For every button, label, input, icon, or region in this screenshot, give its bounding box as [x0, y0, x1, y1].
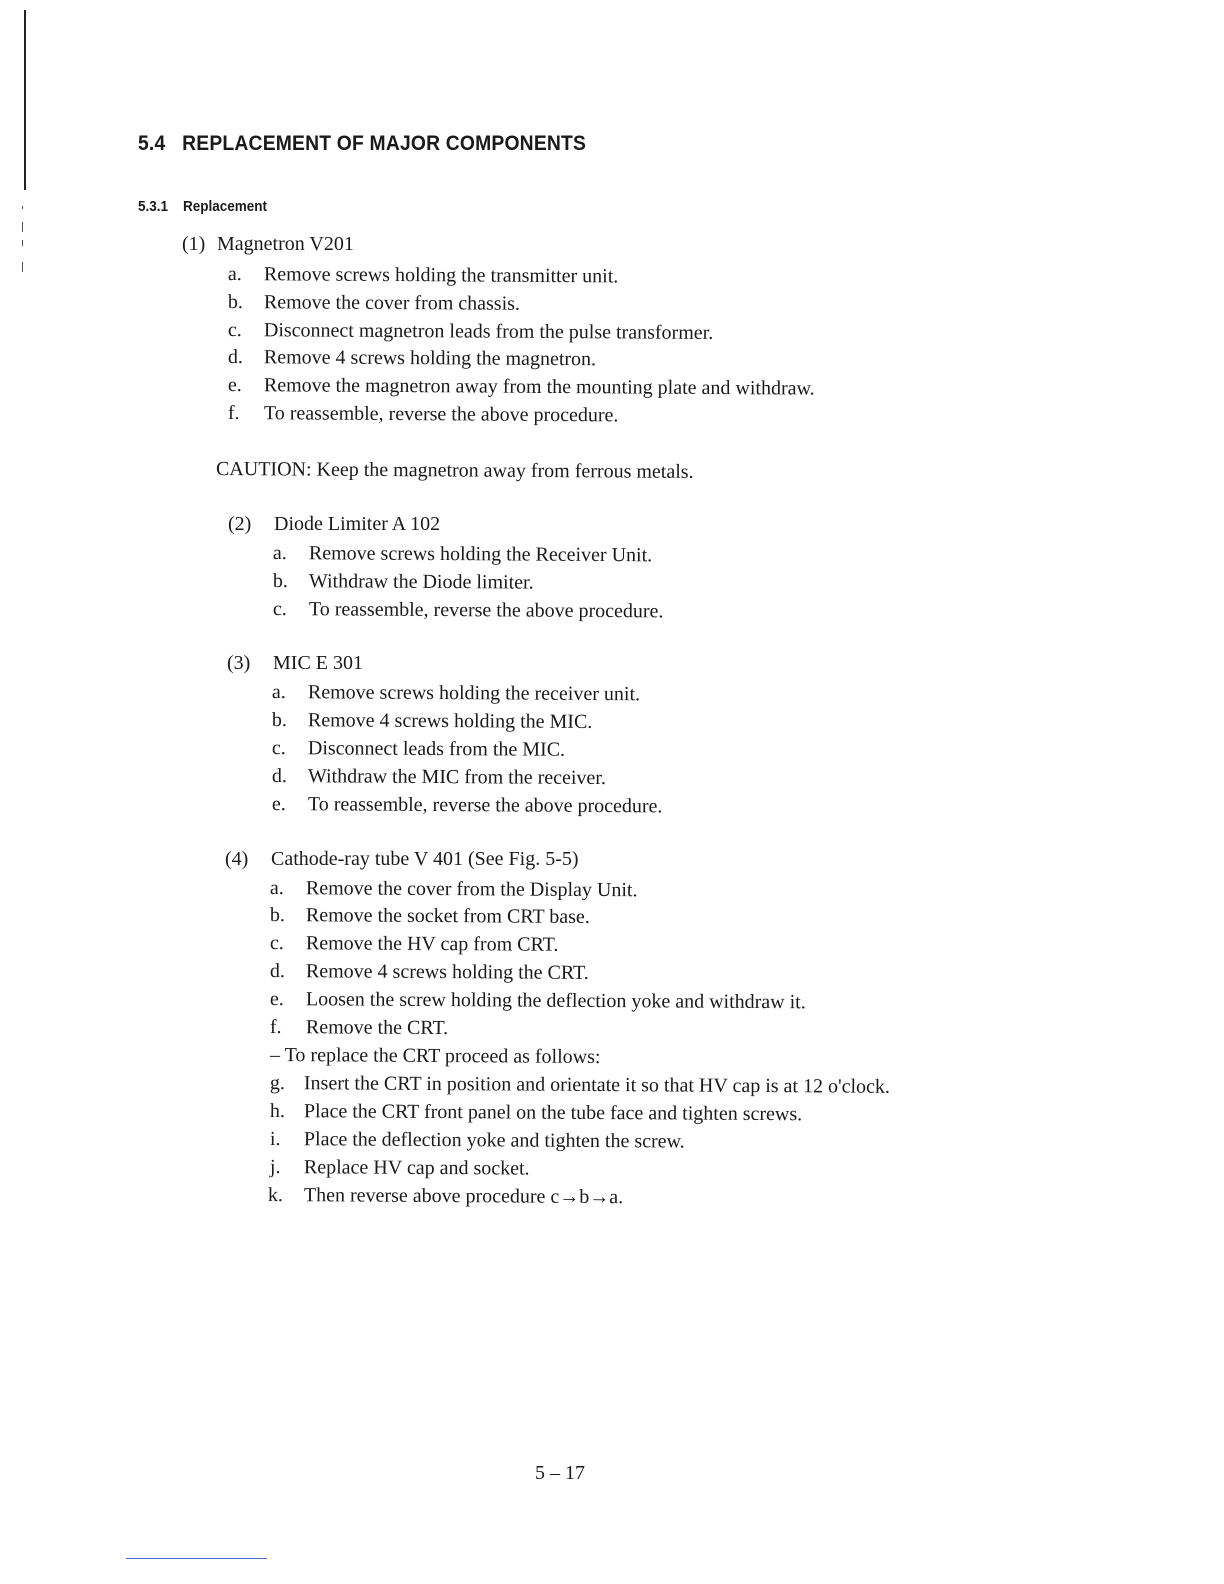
step-letter: d.	[271, 765, 287, 788]
step-text: Withdraw the MIC from the receiver.	[307, 765, 606, 790]
footer-rule	[126, 1558, 267, 1559]
caution-note: CAUTION: Keep the magnetron away from ferrous metals.	[215, 458, 694, 483]
step-text: Place the deflection yoke and tighten the screw.	[303, 1128, 685, 1153]
step-text: Replace HV cap and socket.	[303, 1156, 530, 1180]
procedure-note: – To replace the CRT proceed as follows:	[269, 1044, 601, 1069]
step-letter: f.	[269, 1016, 282, 1039]
scan-mark	[22, 206, 23, 209]
step-text: Remove 4 screws holding the CRT.	[305, 960, 589, 984]
step-letter: c.	[272, 598, 287, 621]
step-text: Withdraw the Diode limiter.	[308, 570, 534, 594]
step-letter: b.	[271, 709, 287, 732]
step-letter: c.	[269, 932, 284, 955]
step-letter: f.	[227, 401, 240, 425]
step-letter: e.	[271, 793, 286, 816]
step-letter: e.	[227, 373, 242, 397]
section-number: 5.4	[138, 132, 166, 155]
item-title: Diode Limiter A 102	[274, 513, 441, 535]
item-title: Cathode-ray tube V 401 (See Fig. 5-5)	[271, 848, 579, 870]
scan-mark	[22, 262, 23, 272]
step-letter: g.	[269, 1072, 285, 1095]
step-letter: c.	[271, 737, 286, 760]
step-letter: k.	[267, 1184, 283, 1207]
step-text: Remove the magnetron away from the mounting plate and withdraw.	[263, 374, 815, 400]
subsection-heading	[138, 198, 267, 215]
step-text: Disconnect leads from the MIC.	[307, 737, 566, 761]
step-text: Remove the CRT.	[305, 1016, 449, 1040]
item-number: (1)	[182, 233, 206, 255]
step-text: To reassemble, reverse the above procedure.	[307, 793, 663, 818]
step-letter: b.	[227, 290, 243, 314]
item-title: Magnetron V201	[217, 233, 354, 255]
subsection-title: Replacement	[183, 198, 268, 215]
step-text: Remove the cover from the Display Unit.	[305, 877, 638, 902]
step-text: Disconnect magnetron leads from the pulse transformer.	[263, 319, 714, 344]
step-letter: j.	[269, 1156, 281, 1179]
step-letter: a.	[227, 262, 242, 286]
scan-binding-line	[24, 10, 26, 190]
scan-mark	[22, 222, 23, 232]
step-text: Remove screws holding the transmitter unit.	[263, 263, 619, 288]
step-letter: b.	[269, 904, 285, 927]
step-text: Place the CRT front panel on the tube face and tighten screws.	[303, 1100, 803, 1126]
step-text: Remove the cover from chassis.	[263, 291, 521, 315]
page-number: 5 – 17	[535, 1462, 585, 1484]
step-text: To reassemble, reverse the above procedure.	[308, 598, 664, 623]
step-text: Remove 4 screws holding the MIC.	[307, 709, 593, 733]
step-letter: b.	[272, 570, 288, 593]
step-text: Remove the HV cap from CRT.	[305, 932, 559, 956]
step-letter: c.	[227, 318, 242, 342]
item-number: (4)	[225, 848, 249, 870]
step-text: Remove screws holding the Receiver Unit.	[308, 542, 653, 567]
step-letter: a.	[271, 681, 286, 704]
step-text: Remove 4 screws holding the magnetron.	[263, 346, 597, 371]
step-text: Loosen the screw holding the deflection yoke and withdraw it.	[305, 988, 806, 1014]
item-number: (3)	[227, 652, 251, 674]
scan-mark	[22, 240, 23, 246]
item-number: (2)	[228, 513, 252, 535]
step-letter: e.	[269, 988, 284, 1011]
step-text: Insert the CRT in position and orientate it so that HV cap is at 12 o'clock.	[303, 1072, 890, 1098]
item-title: MIC E 301	[273, 652, 363, 674]
step-text: Remove the socket from CRT base.	[305, 904, 590, 928]
step-letter: h.	[269, 1100, 285, 1123]
section-title: REPLACEMENT OF MAJOR COMPONENTS	[182, 132, 587, 155]
step-letter: d.	[269, 960, 285, 983]
step-text: Then reverse above procedure c→b→a.	[303, 1184, 624, 1209]
step-letter: d.	[227, 345, 243, 369]
subsection-number: 5.3.1	[138, 198, 169, 215]
step-letter: a.	[272, 542, 287, 565]
step-text: To reassemble, reverse the above procedure.	[263, 402, 619, 427]
step-text: Remove screws holding the receiver unit.	[307, 681, 641, 706]
step-letter: i.	[269, 1128, 281, 1151]
section-heading	[138, 132, 586, 156]
step-letter: a.	[269, 877, 284, 900]
